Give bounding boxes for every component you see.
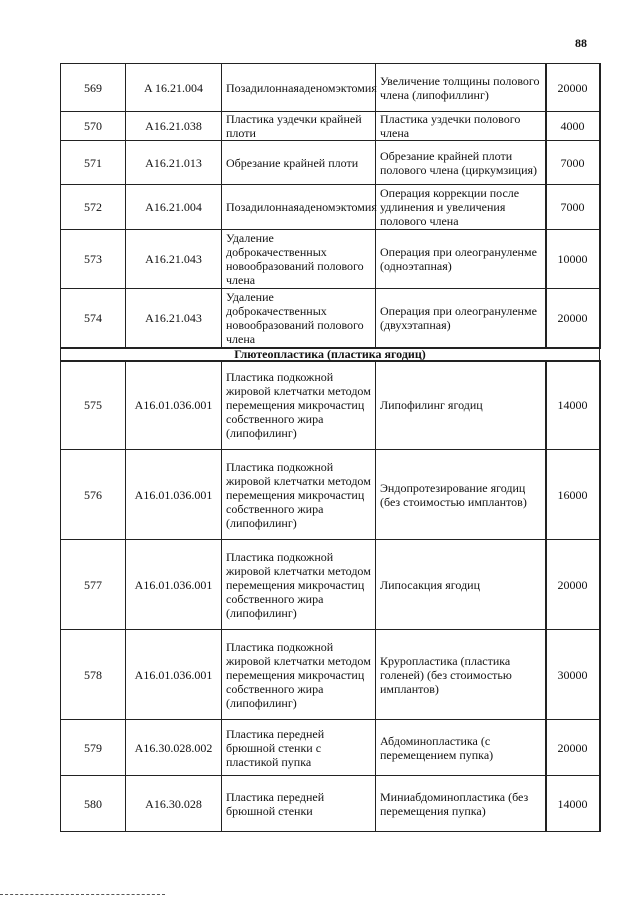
table-row	[61, 720, 600, 776]
table-row	[61, 64, 600, 112]
service-price: 30000	[546, 630, 600, 720]
service-description: Обрезание крайней плоти полового члена (циркумзиция)	[376, 141, 546, 185]
row-number: 576	[61, 450, 126, 540]
service-code: A16.01.036.001	[126, 630, 222, 720]
service-description: Абдоминопластика (с перемещением пупка)	[376, 720, 546, 776]
service-price: 16000	[546, 450, 600, 540]
service-description: Липофилинг ягодиц	[376, 361, 546, 450]
row-number: 578	[61, 630, 126, 720]
service-name: Обрезание крайней плоти	[222, 141, 376, 185]
service-name: Пластика подкожной жировой клетчатки методом перемещения микрочастиц собственного жира (липофилинг)	[222, 361, 376, 450]
service-price: 20000	[546, 289, 600, 348]
service-price: 14000	[546, 776, 600, 832]
service-price: 7000	[546, 185, 600, 230]
row-number: 569	[61, 64, 126, 112]
service-name: Удаление доброкачественных новообразований полового члена	[222, 230, 376, 289]
service-description: Липосакция ягодиц	[376, 540, 546, 630]
service-price: 20000	[546, 540, 600, 630]
table-row	[61, 450, 600, 540]
service-description: Операция при олеогрануленме (одноэтапная)	[376, 230, 546, 289]
service-name: Пластика подкожной жировой клетчатки методом перемещения микрочастиц собственного жира (липофилинг)	[222, 630, 376, 720]
table-row	[61, 630, 600, 720]
table-row	[61, 185, 600, 230]
service-description: Операция коррекции после удлинения и увеличения полового члена	[376, 185, 546, 230]
service-code: A16.01.036.001	[126, 361, 222, 450]
service-description: Круропластика (пластика голеней) (без стоимостью имплантов)	[376, 630, 546, 720]
service-name: Пластика подкожной жировой клетчатки методом перемещения микрочастиц собственного жира (липофилинг)	[222, 450, 376, 540]
service-description: Миниабдоминопластика (без перемещения пупка)	[376, 776, 546, 832]
service-price: 4000	[546, 112, 600, 141]
service-code: A16.21.038	[126, 112, 222, 141]
service-price: 20000	[546, 64, 600, 112]
table-row	[61, 776, 600, 832]
service-name: Удаление доброкачественных новообразований полового члена	[222, 289, 376, 348]
row-number: 574	[61, 289, 126, 348]
service-name: Позадилоннаяаденомэктомия	[222, 64, 376, 112]
table-row	[61, 361, 600, 450]
service-code: A 16.21.004	[126, 64, 222, 112]
service-description: Пластика уздечки полового члена	[376, 112, 546, 141]
service-name: Пластика передней брюшной стенки	[222, 776, 376, 832]
price-table	[60, 63, 601, 832]
service-code: A16.21.043	[126, 289, 222, 348]
row-number: 571	[61, 141, 126, 185]
row-number: 577	[61, 540, 126, 630]
service-name: Пластика передней брюшной стенки с пластикой пупка	[222, 720, 376, 776]
service-code: A16.01.036.001	[126, 540, 222, 630]
row-number: 580	[61, 776, 126, 832]
service-code: A16.21.013	[126, 141, 222, 185]
row-number: 572	[61, 185, 126, 230]
service-price: 7000	[546, 141, 600, 185]
service-code: A16.30.028	[126, 776, 222, 832]
table-row	[61, 230, 600, 289]
page-number: 88	[575, 36, 587, 50]
service-description: Операция при олеогрануленме (двухэтапная)	[376, 289, 546, 348]
service-code: A16.21.043	[126, 230, 222, 289]
service-name: Пластика подкожной жировой клетчатки методом перемещения микрочастиц собственного жира (липофилинг)	[222, 540, 376, 630]
service-price: 10000	[546, 230, 600, 289]
row-number: 579	[61, 720, 126, 776]
service-price: 20000	[546, 720, 600, 776]
table-row	[61, 141, 600, 185]
table-row	[61, 112, 600, 141]
service-code: A16.21.004	[126, 185, 222, 230]
service-description: Увеличение толщины полового члена (липофиллинг)	[376, 64, 546, 112]
service-code: A16.30.028.002	[126, 720, 222, 776]
service-description: Эндопротезирование ягодиц (без стоимостью имплантов)	[376, 450, 546, 540]
row-number: 575	[61, 361, 126, 450]
footer-rule	[0, 894, 165, 895]
row-number: 570	[61, 112, 126, 141]
service-name: Пластика уздечки крайней плоти	[222, 112, 376, 141]
section-header-row	[61, 348, 600, 361]
service-price: 14000	[546, 361, 600, 450]
service-code: A16.01.036.001	[126, 450, 222, 540]
section-title: Глютеопластика (пластика ягодиц)	[61, 348, 600, 361]
table-row	[61, 289, 600, 348]
service-name: Позадилоннаяаденомэктомия	[222, 185, 376, 230]
table-row	[61, 540, 600, 630]
row-number: 573	[61, 230, 126, 289]
